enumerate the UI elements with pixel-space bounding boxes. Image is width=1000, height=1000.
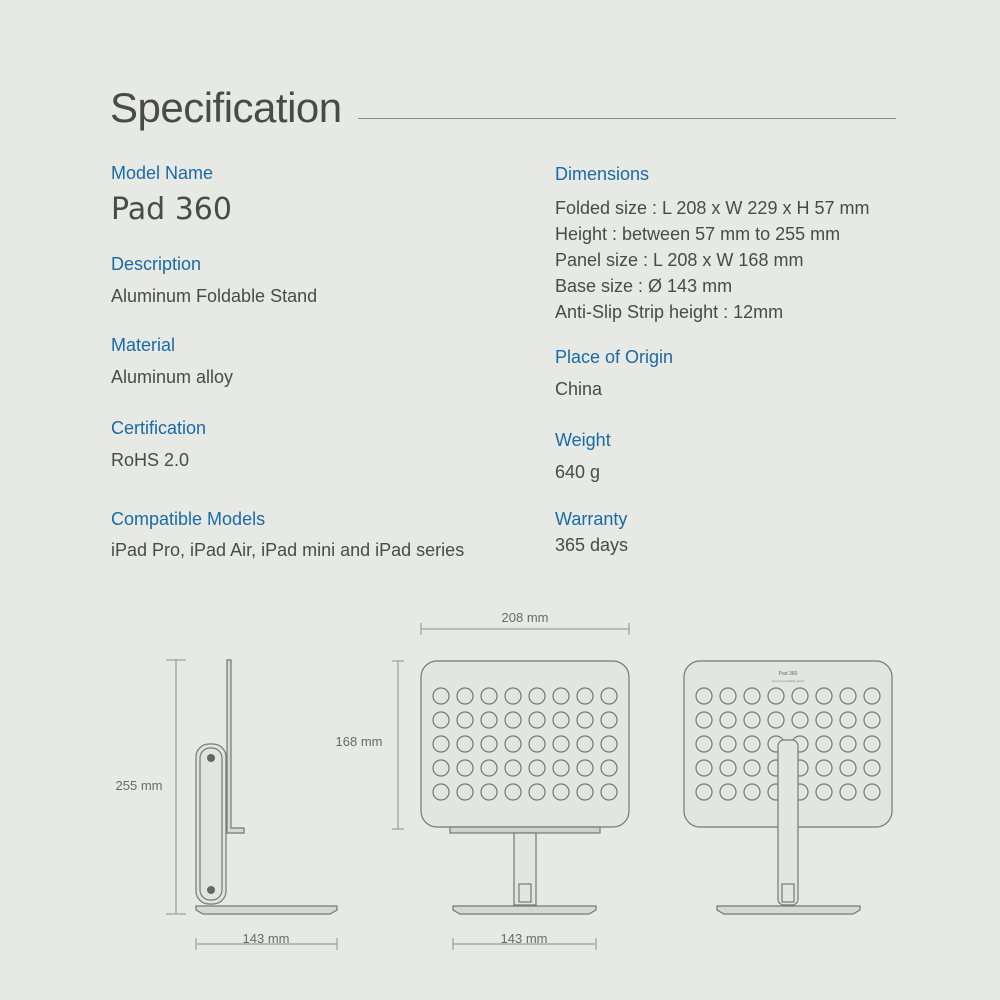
back-view-drawing [684, 661, 892, 914]
model-name-label: Model Name [111, 163, 214, 183]
dimension-anti-slip: Anti-Slip Strip height : 12mm [555, 302, 784, 322]
place-of-origin-value: China [555, 379, 603, 399]
weight-value: 640 g [555, 462, 601, 482]
compatible-models-value: iPad Pro, iPad Air, iPad mini and iPad series [111, 540, 465, 560]
dimension-panel-size: Panel size : L 208 x W 168 mm [555, 250, 804, 270]
place-of-origin-label: Place of Origin [555, 347, 674, 367]
front-view-drawing [421, 661, 629, 914]
dimension-height: Height : between 57 mm to 255 mm [555, 224, 841, 244]
panel-height-label: 168 mm [335, 734, 383, 749]
description-value: Aluminum Foldable Stand [111, 286, 318, 306]
material-value: Aluminum alloy [111, 367, 234, 387]
dimension-folded-size: Folded size : L 208 x W 229 x H 57 mm [555, 198, 870, 218]
side-base-label: 143 mm [242, 931, 290, 946]
warranty-label: Warranty [555, 509, 628, 529]
model-name-value: Pad 360 [111, 192, 232, 227]
back-subtitle-text: aluminum foldable stand [771, 679, 805, 683]
front-base-label: 143 mm [500, 931, 548, 946]
panel-width-label: 208 mm [501, 610, 549, 625]
description-label: Description [111, 254, 202, 274]
dimension-base-size: Base size : Ø 143 mm [555, 276, 733, 296]
certification-label: Certification [111, 418, 207, 438]
page-title: Specification [110, 84, 342, 131]
back-brand-text: Pad 360 [778, 671, 798, 677]
total-height-label: 255 mm [115, 778, 163, 793]
material-label: Material [111, 335, 176, 355]
certification-value: RoHS 2.0 [111, 450, 190, 470]
dimensions-label: Dimensions [555, 164, 650, 184]
compatible-models-label: Compatible Models [111, 509, 266, 529]
side-view-drawing [196, 660, 337, 914]
warranty-value: 365 days [555, 535, 629, 555]
weight-label: Weight [555, 430, 611, 450]
